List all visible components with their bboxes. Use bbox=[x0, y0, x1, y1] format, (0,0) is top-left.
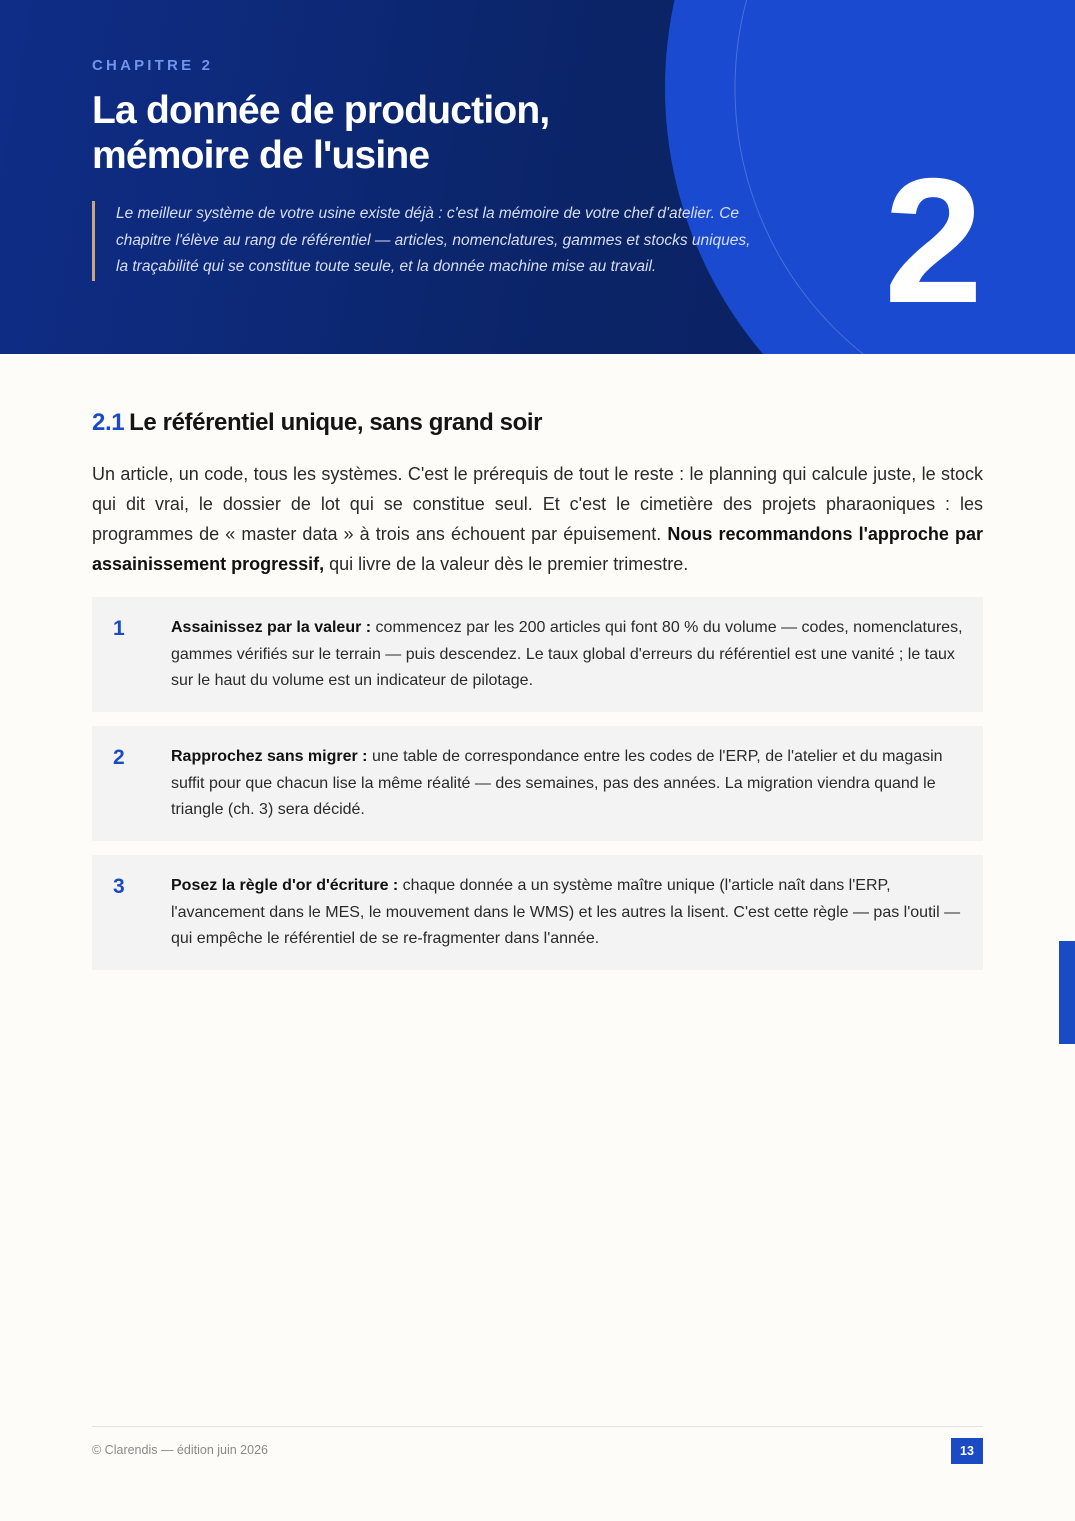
chapter-header bbox=[0, 0, 1075, 354]
lead-paragraph bbox=[92, 459, 983, 579]
chapter-label: CHAPITRE 2 bbox=[92, 57, 214, 74]
chapter-intro-quote: Le meilleur système de votre usine existe déjà : c'est la mémoire de votre chef d'atelier. Ce chapitre l'élève au rang de référentiel — articles, nomenclatures, gammes et stocks uniques, la traçabilité qui se constitue toute seule, et la donnée machine mise au travail. bbox=[92, 201, 756, 281]
footer-copyright: © Clarendis — édition juin 2026 bbox=[92, 1443, 268, 1457]
step-bold-label: Posez la règle d'or d'écriture : bbox=[171, 877, 399, 894]
section-number: 2.1 bbox=[92, 409, 125, 436]
step-bold-label: Assainissez par la valeur : bbox=[171, 619, 372, 636]
section-title: Le référentiel unique, sans grand soir bbox=[129, 409, 543, 436]
step-number: 3 bbox=[113, 875, 125, 898]
step-card-1 bbox=[92, 597, 983, 712]
chapter-title-line-1: La donnée de production, bbox=[92, 89, 550, 132]
page-number-badge: 13 bbox=[951, 1438, 983, 1464]
large-blue-circle bbox=[665, 0, 1075, 354]
step-card-3 bbox=[92, 855, 983, 970]
section-heading bbox=[92, 409, 542, 437]
chapter-side-tab bbox=[1059, 941, 1075, 1044]
step-bold-label: Rapprochez sans migrer : bbox=[171, 748, 368, 765]
step-number: 1 bbox=[113, 617, 125, 640]
lead-end-text: qui livre de la valeur dès le premier trimestre. bbox=[324, 554, 689, 574]
step-body: commencez par les 200 articles qui font 80 % du volume — codes, nomenclatures, gammes vérifiés sur le terrain — puis descendez. Le taux global d'erreurs du référentiel est une vanité ; le taux sur le haut du volume est un indicateur de pilotage. bbox=[171, 619, 963, 689]
step-card-2 bbox=[92, 726, 983, 841]
step-text bbox=[171, 615, 966, 695]
lead-bold-text: Nous recommandons l'approche par assainissement progressif, bbox=[92, 524, 983, 574]
step-number: 2 bbox=[113, 746, 125, 769]
footer-divider bbox=[92, 1426, 983, 1427]
step-text bbox=[171, 744, 966, 824]
chapter-big-number: 2 bbox=[884, 141, 979, 340]
chapter-title-line-2: mémoire de l'usine bbox=[92, 134, 430, 177]
chapter-title bbox=[92, 88, 712, 178]
step-text bbox=[171, 873, 966, 953]
step-body: chaque donnée a un système maître unique (l'article naît dans l'ERP, l'avancement dans le MES, le mouvement dans le WMS) et les autres la lisent. C'est cette règle — pas l'outil — qui empêche le référentiel de se re-fragmenter dans l'année. bbox=[171, 877, 961, 947]
lead-text: Un article, un code, tous les systèmes. C'est le prérequis de tout le reste : le planning qui calcule juste, le stock qui dit vrai, le dossier de lot qui se constitue seul. Et c'est le cimetière des projets pharaoniques : les programmes de « master data » à trois ans échouent par épuisement. bbox=[92, 464, 983, 544]
step-body: une table de correspondance entre les codes de l'ERP, de l'atelier et du magasin suffit pour que chacun lise la même réalité — des semaines, pas des années. La migration viendra quand le triangle (ch. 3) sera décidé. bbox=[171, 748, 943, 818]
